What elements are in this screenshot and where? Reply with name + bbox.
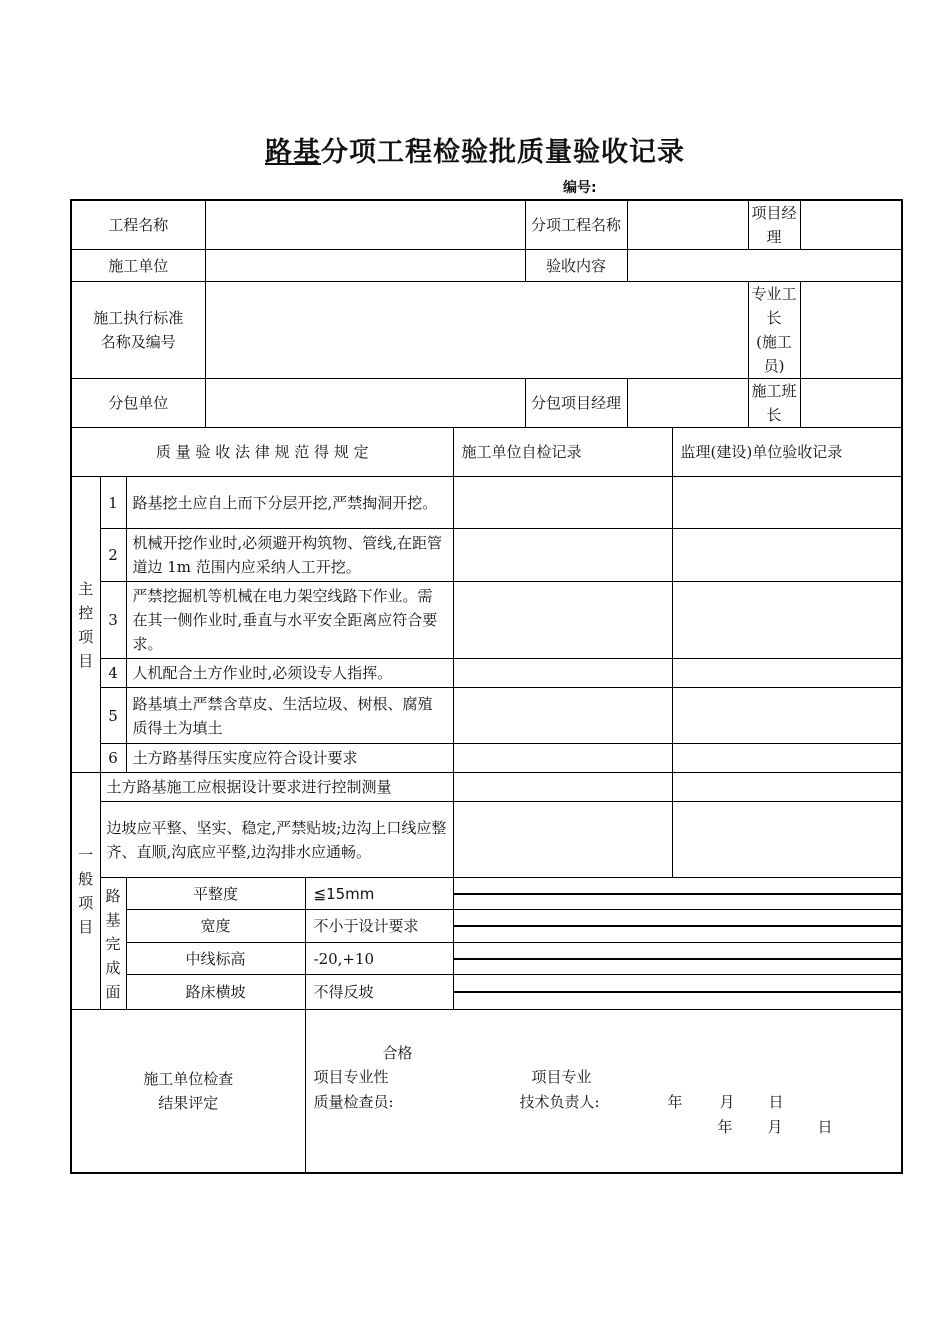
measure-name: 平整度 bbox=[126, 878, 305, 910]
measurement-cell[interactable] bbox=[565, 893, 587, 894]
serial-number-label: 编号: bbox=[563, 180, 597, 196]
item-number: 5 bbox=[100, 688, 126, 744]
measurement-cell[interactable] bbox=[833, 893, 855, 894]
item-number: 4 bbox=[100, 659, 126, 688]
measurement-cell[interactable] bbox=[789, 958, 811, 959]
measurement-grid bbox=[454, 925, 902, 927]
measurement-cell[interactable] bbox=[677, 926, 699, 927]
self-check-cell[interactable] bbox=[453, 477, 672, 529]
measurement-cell[interactable] bbox=[878, 926, 900, 927]
measurement-cell[interactable] bbox=[454, 958, 476, 959]
measurement-grid bbox=[454, 958, 902, 960]
measurement-cell[interactable] bbox=[454, 893, 476, 894]
measurement-cell[interactable] bbox=[811, 992, 833, 993]
measure-requirement: ≦15mm bbox=[305, 878, 453, 910]
measurement-cell[interactable] bbox=[588, 992, 610, 993]
measurement-cell[interactable] bbox=[565, 992, 587, 993]
measurement-cell[interactable] bbox=[565, 958, 587, 959]
measurement-cell[interactable] bbox=[655, 992, 677, 993]
measurement-cell[interactable] bbox=[655, 926, 677, 927]
supervision-cell[interactable] bbox=[672, 582, 902, 659]
general-item-text: 土方路基施工应根据设计要求进行控制测量 bbox=[100, 773, 453, 802]
measurement-cell[interactable] bbox=[856, 992, 878, 993]
general-label-char: 般 bbox=[78, 870, 94, 888]
regulation-column-header: 质 量 验 收 法 律 规 范 得 规 定 bbox=[71, 428, 453, 477]
measurement-cell[interactable] bbox=[699, 992, 721, 993]
main-control-item-text: 机械开挖作业时,必须避开构筑物、管线,在距管道边 1m 范围内应采纳人工开挖。 bbox=[126, 529, 453, 582]
self-check-cell[interactable] bbox=[453, 582, 672, 659]
standard-field[interactable] bbox=[205, 282, 748, 379]
general-label-char: 项 bbox=[78, 894, 94, 912]
measurement-cell[interactable] bbox=[521, 926, 543, 927]
measure-requirement: 不得反坡 bbox=[305, 975, 453, 1010]
main-control-label-char: 主 bbox=[78, 579, 94, 598]
project-manager-field[interactable] bbox=[800, 200, 902, 250]
self-check-cell[interactable] bbox=[453, 802, 672, 878]
measurement-grid-row bbox=[453, 943, 902, 975]
measurement-cell[interactable] bbox=[878, 893, 900, 894]
measurement-cell[interactable] bbox=[521, 893, 543, 894]
supervision-cell[interactable] bbox=[672, 659, 902, 688]
measurement-cell[interactable] bbox=[632, 992, 654, 993]
measure-name: 中线标高 bbox=[126, 943, 305, 975]
main-control-item-text: 路基填土严禁含草皮、生活垃圾、树根、腐殖质得土为填土 bbox=[126, 688, 453, 744]
standard-label bbox=[71, 282, 205, 379]
measurement-cell[interactable] bbox=[632, 893, 654, 894]
team-leader-field[interactable] bbox=[800, 379, 902, 428]
foreman-label-line1: 专业工长 bbox=[751, 285, 797, 327]
team-leader-label: 施工班长 bbox=[748, 379, 800, 428]
main-control-item-text: 人机配合土方作业时,必须设专人指挥。 bbox=[126, 659, 453, 688]
measurement-cell[interactable] bbox=[498, 893, 520, 894]
measurement-cell[interactable] bbox=[521, 992, 543, 993]
date-year: 年 bbox=[717, 1118, 733, 1136]
measurement-cell[interactable] bbox=[588, 958, 610, 959]
date-day: 日 bbox=[768, 1093, 784, 1111]
measurement-cell[interactable] bbox=[454, 992, 476, 993]
measurement-cell[interactable] bbox=[833, 992, 855, 993]
measurement-cell[interactable] bbox=[722, 893, 744, 894]
construction-unit-label: 施工单位 bbox=[71, 250, 205, 282]
measurement-cell[interactable] bbox=[632, 958, 654, 959]
measurement-cell[interactable] bbox=[789, 893, 811, 894]
measurement-cell[interactable] bbox=[833, 958, 855, 959]
measurement-cell[interactable] bbox=[878, 992, 900, 993]
qc-inspector-line2: 质量检查员: bbox=[313, 1093, 394, 1111]
measurement-cell[interactable] bbox=[811, 893, 833, 894]
measurement-cell[interactable] bbox=[699, 893, 721, 894]
measure-requirement: 不小于设计要求 bbox=[305, 910, 453, 943]
main-control-item-text: 路基挖土应自上而下分层开挖,严禁掏洞开挖。 bbox=[126, 477, 453, 529]
measurement-grid bbox=[454, 893, 902, 895]
acceptance-record-table bbox=[70, 199, 903, 1174]
measurement-grid-row bbox=[453, 975, 902, 1010]
measurement-cell[interactable] bbox=[766, 992, 788, 993]
subgrade-label-char: 路 bbox=[105, 886, 121, 905]
supervision-cell[interactable] bbox=[672, 773, 902, 802]
item-number: 3 bbox=[100, 582, 126, 659]
general-label-char: 一 bbox=[78, 846, 94, 864]
date-month: 月 bbox=[767, 1118, 783, 1136]
measurement-cell[interactable] bbox=[766, 893, 788, 894]
measurement-cell[interactable] bbox=[677, 992, 699, 993]
measurement-cell[interactable] bbox=[476, 893, 498, 894]
project-name-label: 工程名称 bbox=[71, 200, 205, 250]
tech-lead-line2: 技术负责人: bbox=[519, 1093, 600, 1111]
measurement-cell[interactable] bbox=[655, 893, 677, 894]
subcontract-manager-field[interactable] bbox=[627, 379, 748, 428]
self-check-cell[interactable] bbox=[453, 529, 672, 582]
measurement-cell[interactable] bbox=[610, 992, 632, 993]
measurement-cell[interactable] bbox=[498, 992, 520, 993]
foreman-field[interactable] bbox=[800, 282, 902, 379]
evaluation-label-line2: 结果评定 bbox=[158, 1094, 219, 1112]
foreman-label bbox=[748, 282, 800, 379]
date-month: 月 bbox=[719, 1093, 735, 1111]
measure-name: 路床横坡 bbox=[126, 975, 305, 1010]
measurement-cell[interactable] bbox=[722, 992, 744, 993]
qualified-text: 合格 bbox=[382, 1044, 413, 1062]
subcontract-unit-label: 分包单位 bbox=[71, 379, 205, 428]
measurement-cell[interactable] bbox=[521, 958, 543, 959]
subgrade-label-char: 面 bbox=[105, 982, 121, 1001]
main-control-label bbox=[71, 477, 100, 773]
measurement-cell[interactable] bbox=[588, 926, 610, 927]
main-control-label-char: 项 bbox=[78, 627, 94, 646]
measurement-cell[interactable] bbox=[543, 926, 565, 927]
measurement-grid-row bbox=[453, 910, 902, 943]
date-day: 日 bbox=[817, 1118, 833, 1136]
evaluation-label-line1: 施工单位检查 bbox=[143, 1070, 234, 1088]
measurement-cell[interactable] bbox=[856, 958, 878, 959]
main-control-label-char: 控 bbox=[78, 603, 94, 622]
measurement-cell[interactable] bbox=[744, 926, 766, 927]
evaluation-content[interactable] bbox=[305, 1010, 902, 1174]
acceptance-content-label: 验收内容 bbox=[525, 250, 627, 282]
measurement-cell[interactable] bbox=[565, 926, 587, 927]
subcontract-manager-label: 分包项目经理 bbox=[525, 379, 627, 428]
measure-name: 宽度 bbox=[126, 910, 305, 943]
evaluation-label bbox=[71, 1010, 305, 1174]
measurement-cell[interactable] bbox=[722, 926, 744, 927]
measure-requirement: -20,+10 bbox=[305, 943, 453, 975]
measurement-cell[interactable] bbox=[856, 893, 878, 894]
self-check-cell[interactable] bbox=[453, 744, 672, 773]
subgrade-surface-label bbox=[100, 878, 126, 1010]
measurement-cell[interactable] bbox=[677, 893, 699, 894]
foreman-label-line2: (施工员) bbox=[756, 333, 792, 375]
measurement-cell[interactable] bbox=[878, 958, 900, 959]
measurement-cell[interactable] bbox=[766, 926, 788, 927]
measurement-cell[interactable] bbox=[543, 893, 565, 894]
tech-lead-line1: 项目专业 bbox=[531, 1068, 592, 1086]
measurement-grid bbox=[454, 991, 902, 993]
measurement-cell[interactable] bbox=[699, 926, 721, 927]
main-control-item-text: 严禁挖掘机等机械在电力架空线路下作业。需在其一侧作业时,垂直与水平安全距离应符合要求。 bbox=[126, 582, 453, 659]
subcontract-unit-field[interactable] bbox=[205, 379, 525, 428]
measurement-cell[interactable] bbox=[744, 992, 766, 993]
item-number: 6 bbox=[100, 744, 126, 773]
supervision-cell[interactable] bbox=[672, 477, 902, 529]
measurement-cell[interactable] bbox=[543, 958, 565, 959]
measurement-cell[interactable] bbox=[476, 926, 498, 927]
construction-unit-field[interactable] bbox=[205, 250, 525, 282]
measurement-cell[interactable] bbox=[699, 958, 721, 959]
measurement-cell[interactable] bbox=[766, 958, 788, 959]
self-check-cell[interactable] bbox=[453, 659, 672, 688]
measurement-cell[interactable] bbox=[610, 958, 632, 959]
measurement-cell[interactable] bbox=[856, 926, 878, 927]
measurement-cell[interactable] bbox=[833, 926, 855, 927]
self-check-cell[interactable] bbox=[453, 688, 672, 744]
subgrade-label-char: 完 bbox=[105, 934, 121, 953]
measurement-cell[interactable] bbox=[722, 958, 744, 959]
title-underlined: 路基 bbox=[265, 137, 321, 168]
measurement-cell[interactable] bbox=[744, 893, 766, 894]
project-name-field[interactable] bbox=[205, 200, 525, 250]
supervision-cell[interactable] bbox=[672, 802, 902, 878]
self-check-column-header: 施工单位自检记录 bbox=[453, 428, 672, 477]
title-rest: 分项工程检验批质量验收记录 bbox=[321, 137, 685, 168]
measurement-cell[interactable] bbox=[476, 958, 498, 959]
supervision-cell[interactable] bbox=[672, 529, 902, 582]
item-number: 1 bbox=[100, 477, 126, 529]
sub-project-name-field[interactable] bbox=[627, 200, 748, 250]
standard-label-line2: 名称及编号 bbox=[100, 333, 176, 351]
acceptance-content-field[interactable] bbox=[627, 250, 902, 282]
measurement-cell[interactable] bbox=[454, 926, 476, 927]
general-items-label bbox=[71, 773, 100, 1010]
subgrade-label-char: 成 bbox=[105, 958, 121, 977]
measurement-cell[interactable] bbox=[744, 958, 766, 959]
measurement-cell[interactable] bbox=[811, 958, 833, 959]
supervision-cell[interactable] bbox=[672, 688, 902, 744]
measurement-cell[interactable] bbox=[789, 926, 811, 927]
sub-project-name-label: 分项工程名称 bbox=[525, 200, 627, 250]
item-number: 2 bbox=[100, 529, 126, 582]
standard-label-line1: 施工执行标准 bbox=[93, 309, 184, 327]
general-item-text: 边坡应平整、坚实、稳定,严禁贴坡;边沟上口线应整齐、直顺,沟底应平整,边沟排水应通畅。 bbox=[100, 802, 453, 878]
measurement-cell[interactable] bbox=[588, 893, 610, 894]
measurement-cell[interactable] bbox=[632, 926, 654, 927]
supervision-column-header: 监理(建设)单位验收记录 bbox=[672, 428, 902, 477]
measurement-cell[interactable] bbox=[610, 926, 632, 927]
measurement-cell[interactable] bbox=[655, 958, 677, 959]
date-year: 年 bbox=[667, 1093, 683, 1111]
measurement-cell[interactable] bbox=[476, 992, 498, 993]
project-manager-label: 项目经理 bbox=[748, 200, 800, 250]
page-title bbox=[0, 130, 950, 169]
main-control-item-text: 土方路基得压实度应符合设计要求 bbox=[126, 744, 453, 773]
measurement-cell[interactable] bbox=[498, 958, 520, 959]
measurement-grid-row bbox=[453, 878, 902, 910]
qc-inspector-line1: 项目专业性 bbox=[313, 1068, 389, 1086]
measurement-cell[interactable] bbox=[677, 958, 699, 959]
supervision-cell[interactable] bbox=[672, 744, 902, 773]
main-control-label-char: 目 bbox=[78, 651, 94, 670]
self-check-cell[interactable] bbox=[453, 773, 672, 802]
subgrade-label-char: 基 bbox=[105, 910, 121, 929]
general-label-char: 目 bbox=[78, 918, 94, 936]
measurement-cell[interactable] bbox=[498, 926, 520, 927]
measurement-cell[interactable] bbox=[543, 992, 565, 993]
measurement-cell[interactable] bbox=[811, 926, 833, 927]
measurement-cell[interactable] bbox=[789, 992, 811, 993]
measurement-cell[interactable] bbox=[610, 893, 632, 894]
